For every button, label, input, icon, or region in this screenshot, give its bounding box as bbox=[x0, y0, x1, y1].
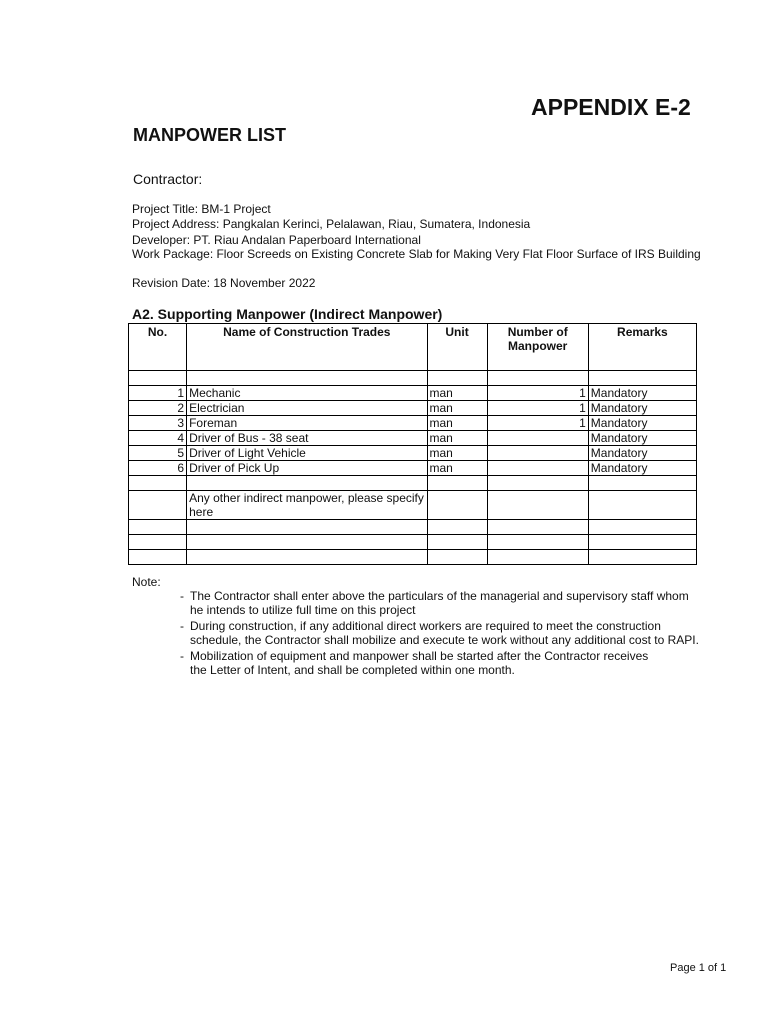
project-address: Project Address: Pangkalan Kerinci, Pelalawan, Riau, Sumatera, Indonesia bbox=[132, 217, 531, 231]
table-row bbox=[129, 431, 697, 446]
cell-remarks: Mandatory bbox=[588, 461, 696, 476]
table-row bbox=[129, 491, 697, 520]
note-bullet: - bbox=[180, 649, 184, 663]
contractor-label: Contractor: bbox=[133, 171, 203, 187]
table-row bbox=[129, 550, 697, 565]
cell-no: 4 bbox=[129, 431, 187, 446]
cell-trade: Driver of Light Vehicle bbox=[187, 446, 427, 461]
project-developer: Developer: PT. Riau Andalan Paperboard International bbox=[132, 233, 421, 247]
cell-number: 1 bbox=[487, 416, 588, 431]
section-title: A2. Supporting Manpower (Indirect Manpower) bbox=[132, 306, 443, 322]
header-trade: Name of Construction Trades bbox=[187, 324, 427, 371]
note-label: Note: bbox=[132, 575, 161, 589]
cell-no: 5 bbox=[129, 446, 187, 461]
cell-number bbox=[487, 431, 588, 446]
table-row bbox=[129, 535, 697, 550]
cell-unit: man bbox=[427, 446, 487, 461]
note-line: schedule, the Contractor shall mobilize and execute te work without any additional cost to RAPI. bbox=[190, 633, 699, 647]
cell-number: 1 bbox=[487, 386, 588, 401]
cell-trade: Electrician bbox=[187, 401, 427, 416]
table-row bbox=[129, 446, 697, 461]
cell-remarks: Mandatory bbox=[588, 416, 696, 431]
cell-trade: Driver of Bus - 38 seat bbox=[187, 431, 427, 446]
cell-no: 2 bbox=[129, 401, 187, 416]
table-row bbox=[129, 461, 697, 476]
cell-remarks: Mandatory bbox=[588, 386, 696, 401]
cell-trade: Mechanic bbox=[187, 386, 427, 401]
work-package: Work Package: Floor Screeds on Existing Concrete Slab for Making Very Flat Floor Surface of IRS Building bbox=[132, 247, 701, 261]
table-row bbox=[129, 386, 697, 401]
note-item bbox=[180, 619, 700, 647]
manpower-table bbox=[128, 323, 697, 565]
table-header-row bbox=[129, 324, 697, 371]
note-line: The Contractor shall enter above the particulars of the managerial and supervisory staff whom bbox=[190, 589, 689, 603]
other-manpower-cell: Any other indirect manpower, please specify here bbox=[187, 491, 427, 520]
project-title: Project Title: BM-1 Project bbox=[132, 202, 271, 216]
cell-number bbox=[487, 446, 588, 461]
cell-unit: man bbox=[427, 401, 487, 416]
cell-unit: man bbox=[427, 431, 487, 446]
cell-unit: man bbox=[427, 386, 487, 401]
cell-no: 3 bbox=[129, 416, 187, 431]
table-row bbox=[129, 371, 697, 386]
cell-number bbox=[487, 461, 588, 476]
header-unit: Unit bbox=[427, 324, 487, 371]
header-no: No. bbox=[129, 324, 187, 371]
note-line: the Letter of Intent, and shall be completed within one month. bbox=[190, 663, 515, 677]
table-row bbox=[129, 416, 697, 431]
cell-trade: Foreman bbox=[187, 416, 427, 431]
cell-remarks: Mandatory bbox=[588, 401, 696, 416]
note-line: During construction, if any additional direct workers are required to meet the construction bbox=[190, 619, 661, 633]
table-row bbox=[129, 520, 697, 535]
header-number: Number of Manpower bbox=[487, 324, 588, 371]
note-item bbox=[180, 589, 700, 617]
revision-date: Revision Date: 18 November 2022 bbox=[132, 276, 316, 290]
note-line: he intends to utilize full time on this project bbox=[190, 603, 416, 617]
table-row bbox=[129, 476, 697, 491]
page-number: Page 1 of 1 bbox=[670, 962, 727, 974]
cell-unit: man bbox=[427, 416, 487, 431]
header-remarks: Remarks bbox=[588, 324, 696, 371]
note-bullet: - bbox=[180, 619, 184, 633]
cell-remarks: Mandatory bbox=[588, 431, 696, 446]
table-row bbox=[129, 401, 697, 416]
appendix-title: APPENDIX E-2 bbox=[531, 94, 691, 120]
cell-number: 1 bbox=[487, 401, 588, 416]
page-title: MANPOWER LIST bbox=[133, 125, 286, 145]
note-bullet: - bbox=[180, 589, 184, 603]
cell-no: 1 bbox=[129, 386, 187, 401]
cell-no: 6 bbox=[129, 461, 187, 476]
cell-trade: Driver of Pick Up bbox=[187, 461, 427, 476]
cell-unit: man bbox=[427, 461, 487, 476]
note-item bbox=[180, 649, 700, 677]
note-line: Mobilization of equipment and manpower shall be started after the Contractor receives bbox=[190, 649, 649, 663]
cell-remarks: Mandatory bbox=[588, 446, 696, 461]
